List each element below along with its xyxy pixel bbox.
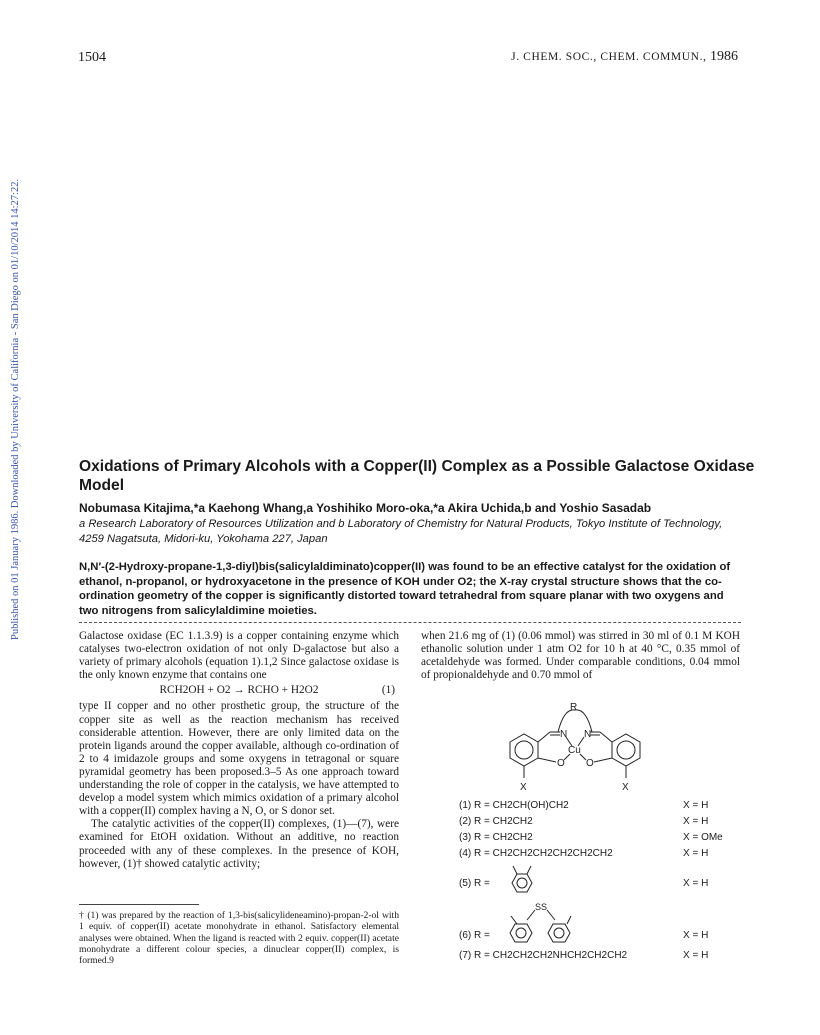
compound-row: [459, 900, 749, 950]
compound-label: (2) R =: [459, 816, 490, 827]
label-o-left: O: [557, 758, 565, 769]
compound-row: [459, 950, 749, 966]
article-title: Oxidations of Primary Alcohols with a Copper(II) Complex as a Possible Galactose Oxidase Model: [79, 458, 755, 494]
label-n-right: N: [584, 729, 592, 740]
compound-x-group: X = H: [683, 878, 709, 889]
compound-row: [459, 800, 749, 816]
compound-label: (7) R =: [459, 950, 490, 961]
equation-text: RCH2OH + O2 → RCHO + H2O2: [159, 684, 319, 697]
catalysis-paragraph: The catalytic activities of the copper(II) complexes, (1)—(7), were examined for EtOH oxidation. Without an additive, no reaction proceeded with any of these complexes. In the presence of KOH, however, (1)† showed catalytic activity;: [79, 818, 399, 870]
footnote-rule: [79, 904, 199, 905]
compound-x-group: X = H: [683, 930, 709, 941]
compound-row: [459, 832, 749, 848]
compound-r-group: CH2CH2CH2CH2CH2CH2: [492, 848, 613, 859]
compound-row: [459, 848, 749, 864]
intro-paragraph: Galactose oxidase (EC 1.1.3.9) is a copper containing enzyme which catalyses two-electron oxidation of not only D-galactose but also a variety of primary alcohols (equation 1).1,2 Since galactose oxidase is the only known enzyme that contains one: [79, 630, 399, 682]
compound-row: [459, 816, 749, 832]
compound-list: [459, 800, 749, 966]
compound-label: (4) R =: [459, 848, 490, 859]
compound-label: (6) R =: [459, 930, 490, 941]
download-watermark[interactable]: Published on 01 January 1986. Downloaded by University of California - San Diego on 01/10/2014 14:27:22.: [10, 178, 21, 640]
affiliations: a Research Laboratory of Resources Utilization and b Laboratory of Chemistry for Natural Products, Tokyo Institute of Technology, 4259 Nagatsuta, Midori-ku, Yokohama 227, Japan: [79, 518, 723, 545]
label-r: R: [570, 702, 578, 713]
running-head: [511, 49, 738, 65]
compound-r-group: CH2CH2: [492, 832, 533, 843]
right-column: [421, 630, 740, 682]
results-paragraph: when 21.6 mg of (1) (0.06 mmol) was stirred in 30 ml of 0.1 M KOH ethanolic solution under 1 atm O2 for 10 h at 40 °C, 0.35 mmol of acetaldehyde was formed. Under comparable conditions, 0.04 mmol of propionaldehyde and 0.70 mmol of: [421, 630, 740, 682]
compound-x-group: X = H: [683, 800, 709, 811]
compound-r-group: CH2CH2: [492, 816, 533, 827]
compound-x-group: X = H: [683, 816, 709, 827]
left-benzene-ring: [510, 734, 538, 766]
footnote: † (1) was prepared by the reaction of 1,3-bis(salicylideneamino)-propan-2-ol with 1 equiv. of copper(II) acetate monohydrate in ethanol. Satisfactory elemental analyses were obtained. When the ligand is reacted with 2 equiv. copper(II) acetate monohydrate a different colour species, a dinuclear copper(II) complex, is formed.9: [79, 910, 399, 967]
journal-year: 1986: [710, 49, 738, 64]
label-x-left: X: [520, 782, 527, 793]
compound-row: [459, 864, 749, 900]
copper-complex-structure: [500, 700, 650, 796]
compound-x-group: X = H: [683, 950, 709, 961]
author-list: Nobumasa Kitajima,*a Kaehong Whang,a Yoshihiko Moro-oka,*a Akira Uchida,b and Yoshio Sasadab: [79, 501, 652, 515]
intro-paragraph-continued: type II copper and no other prosthetic group, the structure of the copper site as well as the reaction mechanism has received considerable attention. However, there are only limited data on the protein ligands around the copper available, although co-ordination of 2 to 4 imidazole groups and some oxygens in tetragonal or square pyramidal geometry has been proposed.3–5 As one approach toward understanding the role of copper in the catalysis, we have attempted to develop a model system which mimics oxidation of a primary alcohol with a copper(II) complex having a N, O, or S donor set.: [79, 700, 399, 818]
right-ring-aromatic-circle: [617, 741, 635, 759]
compound-r-group: CH2CH2CH2NHCH2CH2CH2: [492, 950, 628, 961]
disulfide-biphenyl-icon: [507, 900, 583, 950]
phenylene-ring-icon: [507, 864, 537, 898]
compound-x-group: X = H: [683, 848, 709, 859]
compound-label: (3) R =: [459, 832, 490, 843]
left-ring-aromatic-circle: [515, 741, 533, 759]
label-o-right: O: [586, 758, 594, 769]
left-column: [79, 630, 399, 871]
compound-r-group: CH2CH(OH)CH2: [492, 800, 569, 811]
abstract-divider: [79, 622, 741, 623]
compound-label: (5) R =: [459, 878, 490, 889]
journal-name: J. CHEM. SOC., CHEM. COMMUN.,: [511, 51, 707, 63]
right-benzene-ring: [612, 734, 640, 766]
compound-x-group: X = OMe: [683, 832, 723, 843]
equation-number: (1): [381, 684, 395, 697]
label-x-right: X: [622, 782, 629, 793]
label-n-left: N: [560, 729, 568, 740]
label-cu: Cu: [568, 745, 581, 756]
equation-1: [79, 684, 399, 697]
compound-label: (1) R =: [459, 800, 490, 811]
abstract: N,N′-(2-Hydroxy-propane-1,3-diyl)bis(salicylaldiminato)copper(II) was found to be an effective catalyst for the oxidation of ethanol, n-propanol, or hydroxyacetone in the presence of KOH under O2; the X-ray crystal structure shows that the co-ordination geometry of the copper is significantly distorted toward tetrahedral from square planar with two oxygens and two nitrogens from salicylaldimine moieties.: [79, 561, 731, 617]
label-ss: SS: [535, 902, 548, 912]
page-number: 1504: [78, 50, 106, 65]
